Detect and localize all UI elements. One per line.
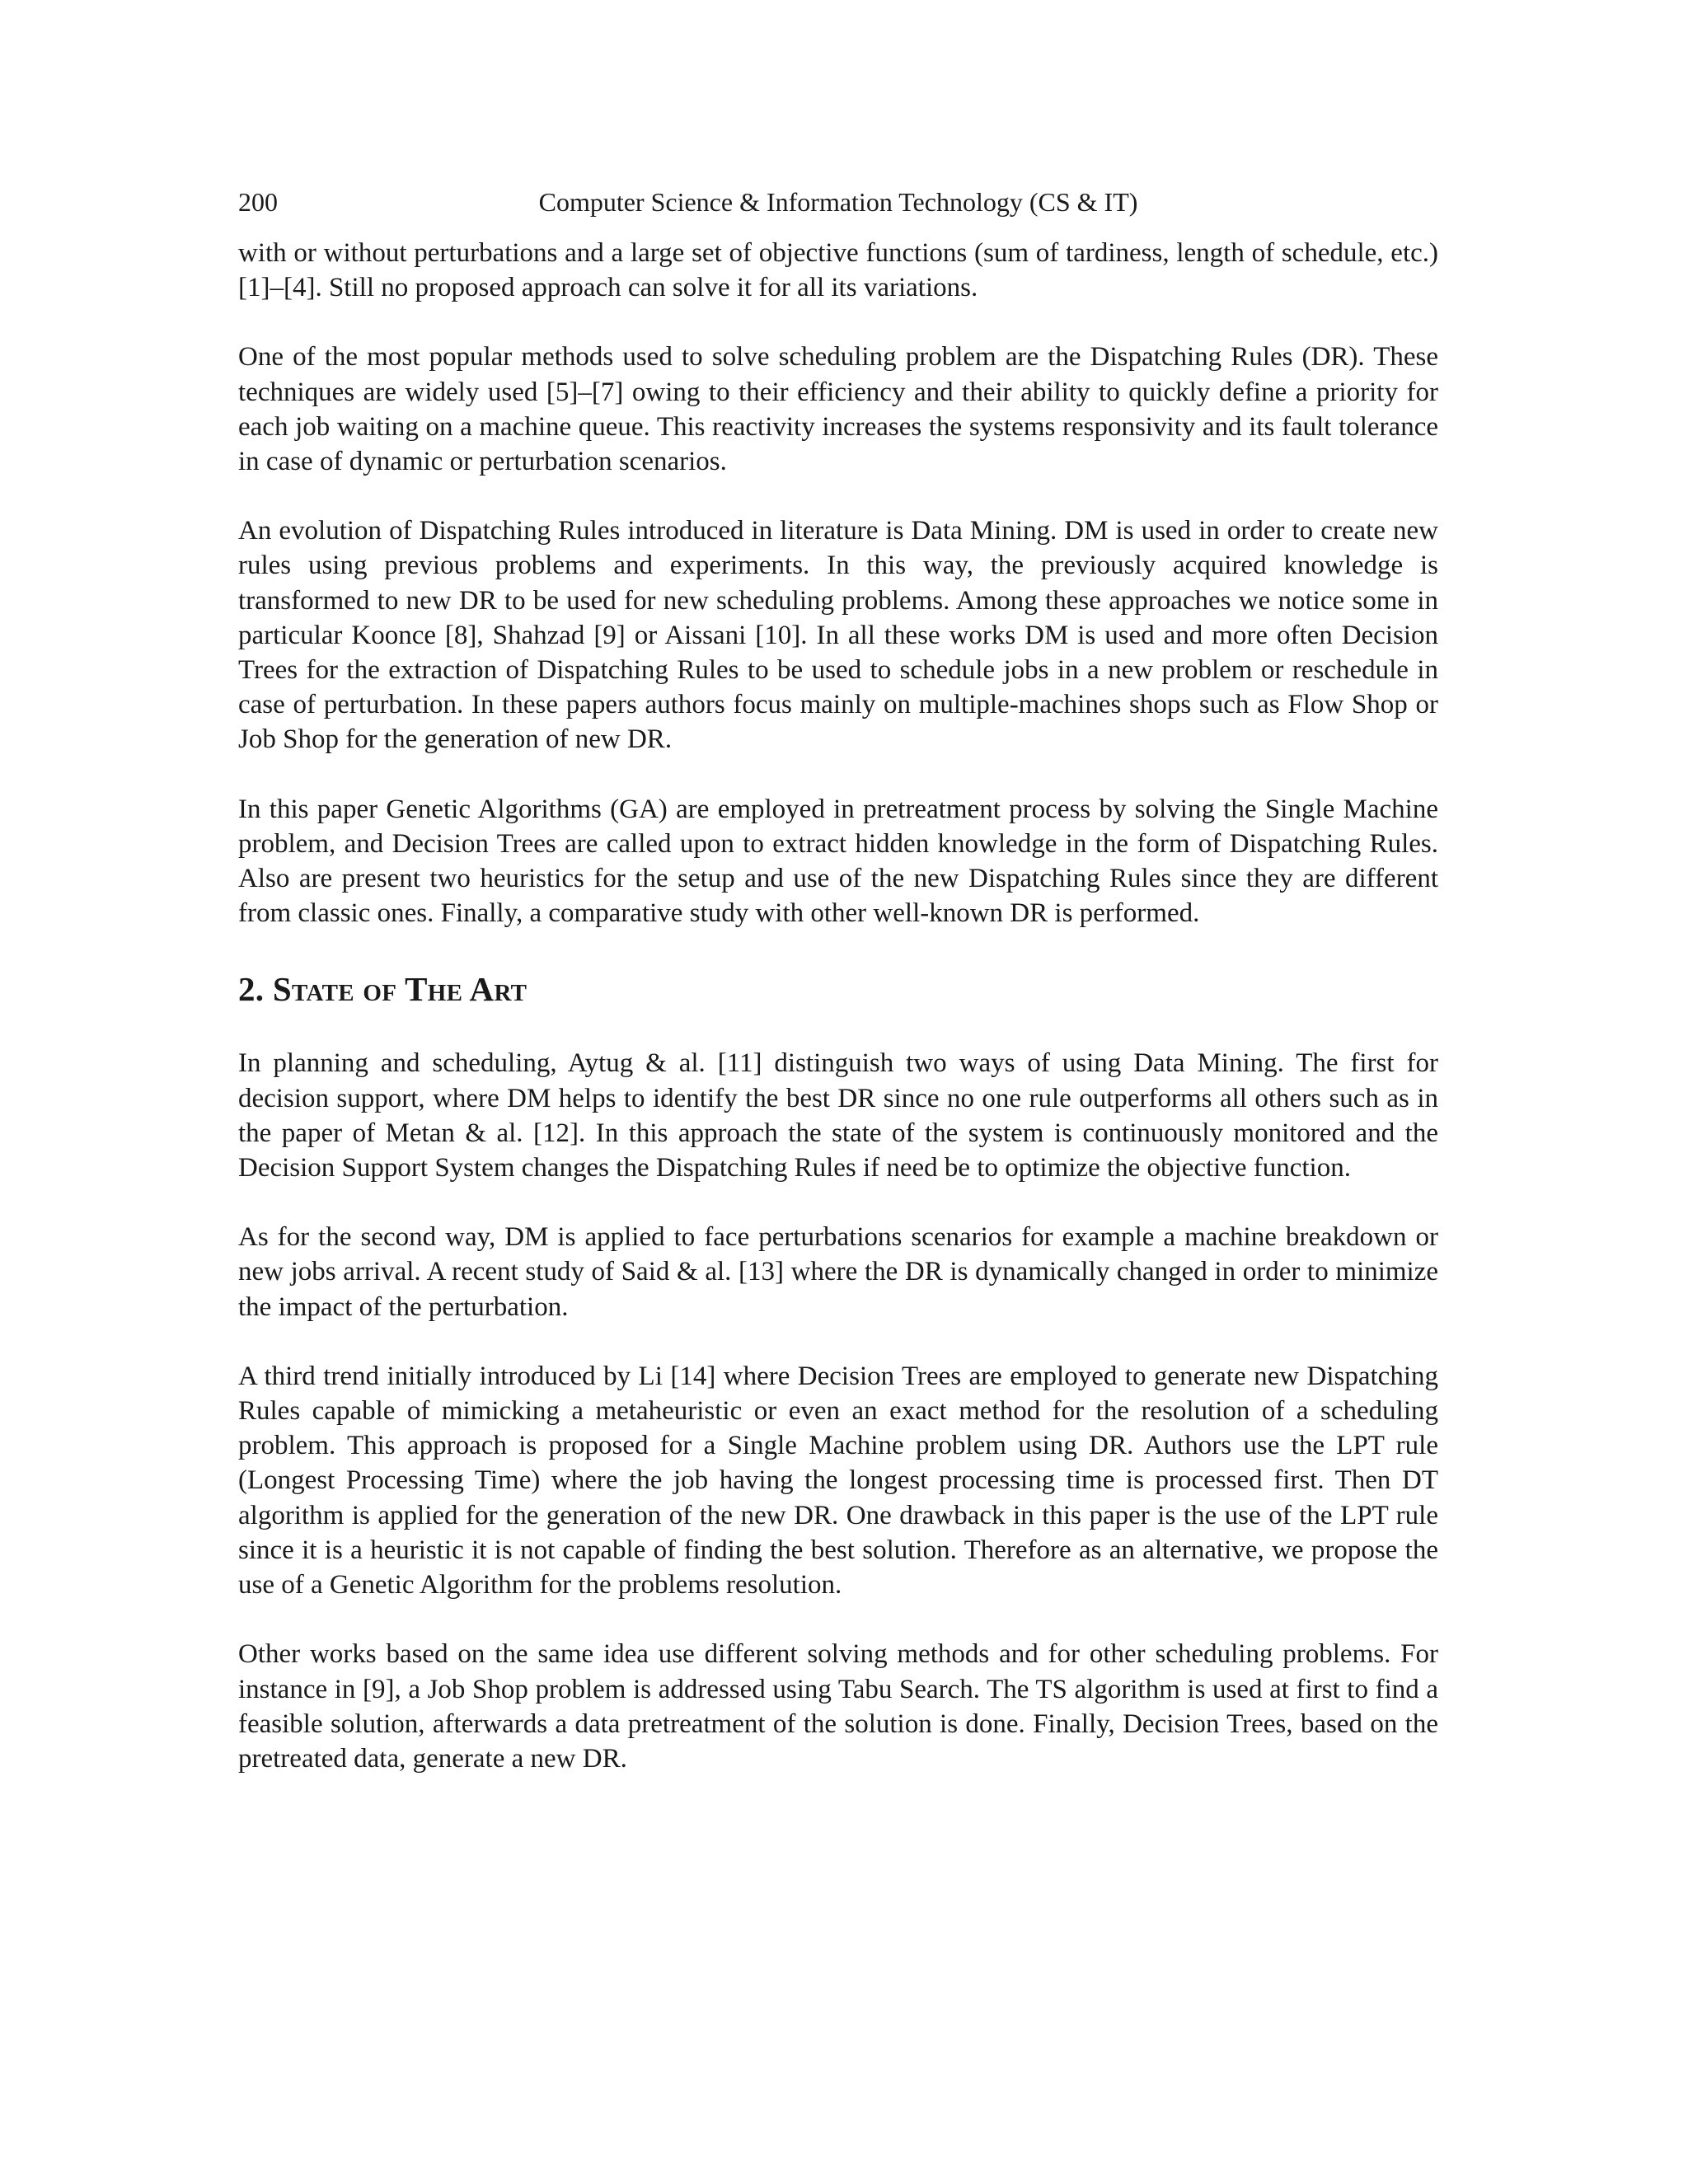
paragraph-continuation: with or without perturbations and a large set of objective functions (sum of tardiness, length of schedule, etc.) [1]–[4]. Still no proposed approach can solve it for all its variations. [238,238,1438,303]
paragraph-planning-scheduling: In planning and scheduling, Aytug & al. [11] distinguish two ways of using Data Mining. The first for decision support, where DM helps to identify the best DR since no one rule outperforms all others such as in the paper of Metan & al. [12]. In this approach the state of the system is continuously monitored and the Decision Support System changes the Dispatching Rules if need be to optimize the objective function. [238,1048,1438,1183]
journal-title: Computer Science & Information Technology (CS & IT) [538,187,1138,217]
page-number: 200 [238,187,278,217]
document-page [238,0,1438,2184]
paragraph-dispatching-rules: One of the most popular methods used to solve scheduling problem are the Dispatching Rules (DR). These techniques are widely used [5]–[7] owing to their efficiency and their ability to quickly define a priority for each job waiting on a machine queue. This reactivity increases the systems responsivity and its fault tolerance in case of dynamic or perturbation scenarios. [238,342,1438,477]
paragraph-third-trend: A third trend initially introduced by Li [14] where Decision Trees are employed to generate new Dispatching Rules capable of mimicking a metaheuristic or even an exact method for the resolution of a scheduling problem. This approach is proposed for a Single Machine problem using DR. Authors use the LPT rule (Longest Processing Time) where the job having the longest processing time is processed first. Then DT algorithm is applied for the generation of the new DR. One drawback in this paper is the use of the LPT rule since it is a heuristic it is not capable of finding the best solution. Therefore as an alternative, we propose the use of a Genetic Algorithm for the problems resolution. [238,1361,1438,1601]
paragraph-second-way: As for the second way, DM is applied to face perturbations scenarios for example a machine breakdown or new jobs arrival. A recent study of Said & al. [13] where the DR is dynamically changed in order to minimize the impact of the perturbation. [238,1222,1438,1322]
body-text [238,236,1438,1811]
paragraph-data-mining: An evolution of Dispatching Rules introduced in literature is Data Mining. DM is used in order to create new rules using previous problems and experiments. In this way, the previously acquired knowledge is transformed to new DR to be used for new scheduling problems. Among these approaches we notice some in particular Koonce [8], Shahzad [9] or Aissani [10]. In all these works DM is used and more often Decision Trees for the extraction of Dispatching Rules to be used to schedule jobs in a new problem or reschedule in case of perturbation. In these papers authors focus mainly on multiple-machines shops such as Flow Shop or Job Shop for the generation of new DR. [238,516,1438,755]
paragraph-other-works: Other works based on the same idea use different solving methods and for other scheduling problems. For instance in [9], a Job Shop problem is addressed using Tabu Search. The TS algorithm is used at first to find a feasible solution, afterwards a data pretreatment of the solution is done. Finally, Decision Trees, based on the pretreated data, generate a new DR. [238,1639,1438,1774]
paragraph-genetic-algorithms: In this paper Genetic Algorithms (GA) are employed in pretreatment process by solving the Single Machine problem, and Decision Trees are called upon to extract hidden knowledge in the form of Dispatching Rules. Also are present two heuristics for the setup and use of the new Dispatching Rules since they are different from classic ones. Finally, a comparative study with other well-known DR is performed. [238,794,1438,929]
section-heading-state-of-the-art: 2. State of The Art [238,970,528,1009]
running-header [238,183,1438,221]
